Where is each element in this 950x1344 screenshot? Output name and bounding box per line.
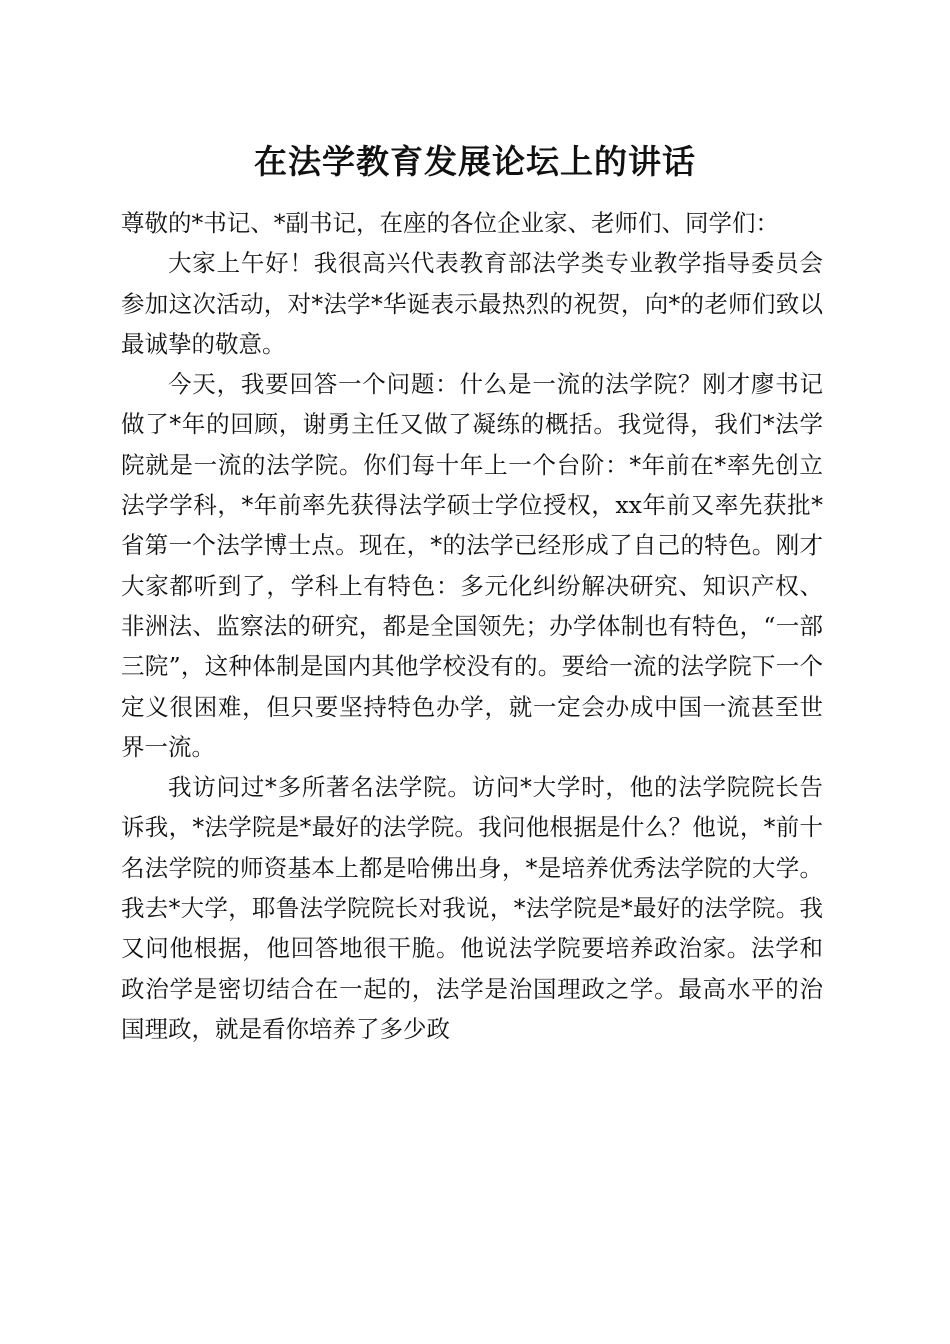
body-paragraph: 我访问过*多所著名法学院。访问*大学时，他的法学院院长告诉我，*法学院是*最好的法学院。我问他根据是什么？他说，*前十名法学院的师资基本上都是哈佛出身，*是培养优秀法学院的大学。我去*大学，耶鲁法学院院长对我说，*法学院是*最好的法学院。我又问他根据，他回答地很干脆。他说法学院要培养政治家。法学和政治学是密切结合在一起的，法学是治国理政之学。最高水平的治国理政，就是看你培养了多少政 — [121, 773, 823, 1043]
document-title: 在法学教育发展论坛上的讲话 — [254, 142, 696, 181]
document-body — [121, 203, 823, 1049]
body-paragraph: 大家上午好！我很高兴代表教育部法学类专业教学指导委员会参加这次活动，对*法学*华诞表示最热烈的祝贺，向*的老师们致以最诚挚的敬意。 — [121, 249, 823, 358]
salutation-paragraph: 尊敬的*书记、*副书记，在座的各位企业家、老师们、同学们： — [121, 209, 779, 237]
body-paragraph: 今天，我要回答一个问题：什么是一流的法学院？刚才廖书记做了*年的回顾，谢勇主任又做了凝练的概括。我觉得，我们*法学院就是一流的法学院。你们每十年上一个台阶：*年前在*率先创立法学学科，*年前率先获得法学硕士学位授权，xx年前又率先获批*省第一个法学博士点。现在，*的法学已经形成了自己的特色。刚才大家都听到了，学科上有特色：多元化纠纷解决研究、知识产权、非洲法、监察法的研究，都是全国领先；办学体制也有特色，“一部三院”，这种体制是国内其他学校没有的。要给一流的法学院下一个定义很困难，但只要坚持特色办学，就一定会办成中国一流甚至世界一流。 — [121, 370, 823, 761]
